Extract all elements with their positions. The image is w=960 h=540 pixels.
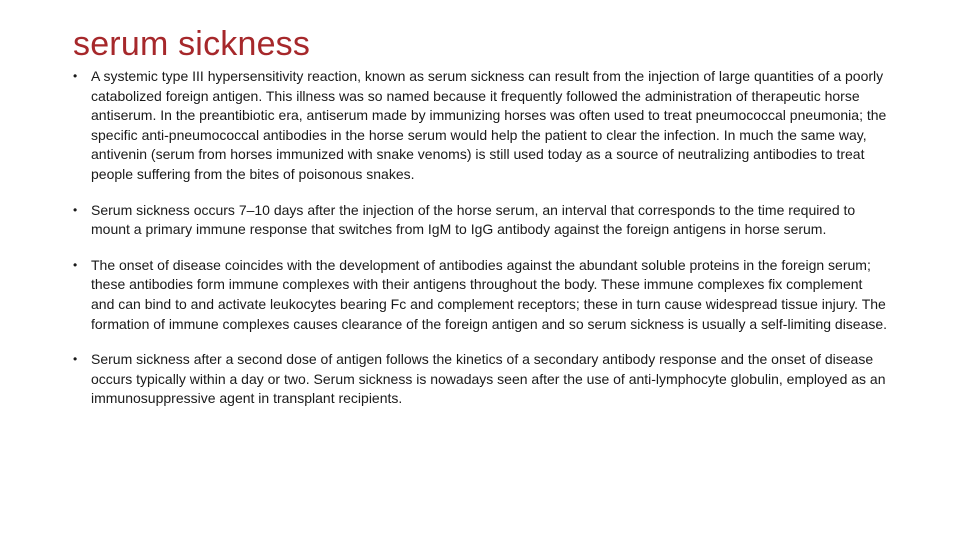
bullet-text: Serum sickness after a second dose of antigen follows the kinetics of a secondary antibody response and the onset of disease occurs typically within a day or two. Serum sickness is nowadays seen after the use of anti-lymphocyte globulin, employed as an immunosuppressive agent in transplant recipients. bbox=[91, 351, 886, 407]
bullet-marker-icon: • bbox=[73, 69, 78, 83]
bullet-text: A systemic type III hypersensitivity reaction, known as serum sickness can result from the injection of large quantities of a poorly catabolized foreign antigen. This illness was so named because it frequently followed the administration of therapeutic horse antiserum. In the preantibiotic era, antiserum made by immunizing horses was often used to treat pneumococcal pneumonia; the specific anti-pneumococcal antibodies in the horse serum would help the patient to clear the infection. In much the same way, antivenin (serum from horses immunized with snake venoms) is still used today as a source of neutralizing antibodies to treat people suffering from the bites of poisonous snakes. bbox=[91, 68, 887, 182]
bullet-item bbox=[73, 256, 888, 334]
bullet-marker-icon: • bbox=[73, 352, 78, 367]
bullet-marker-icon: • bbox=[73, 202, 78, 217]
bullet-item bbox=[73, 201, 888, 240]
bullet-text: Serum sickness occurs 7–10 days after the injection of the horse serum, an interval that corresponds to the time required to mount a primary immune response that switches from IgM to IgG antibody against the foreign antigens in horse serum. bbox=[91, 201, 856, 238]
bullet-text: The onset of disease coincides with the development of antibodies against the abundant soluble proteins in the foreign serum; these antibodies form immune complexes with their antigens throughout the body. These immune complexes fix complement and can bind to and activate leukocytes bearing Fc and complement receptors; these in turn cause widespread tissue injury. The formation of immune complexes causes clearance of the foreign antigen and so serum sickness is usually a self-limiting disease. bbox=[91, 256, 888, 332]
slide-title: serum sickness bbox=[73, 25, 311, 63]
bullet-item bbox=[73, 350, 888, 409]
bullet-item bbox=[73, 67, 888, 185]
bullet-marker-icon: • bbox=[73, 257, 78, 272]
bullet-list bbox=[73, 67, 888, 425]
